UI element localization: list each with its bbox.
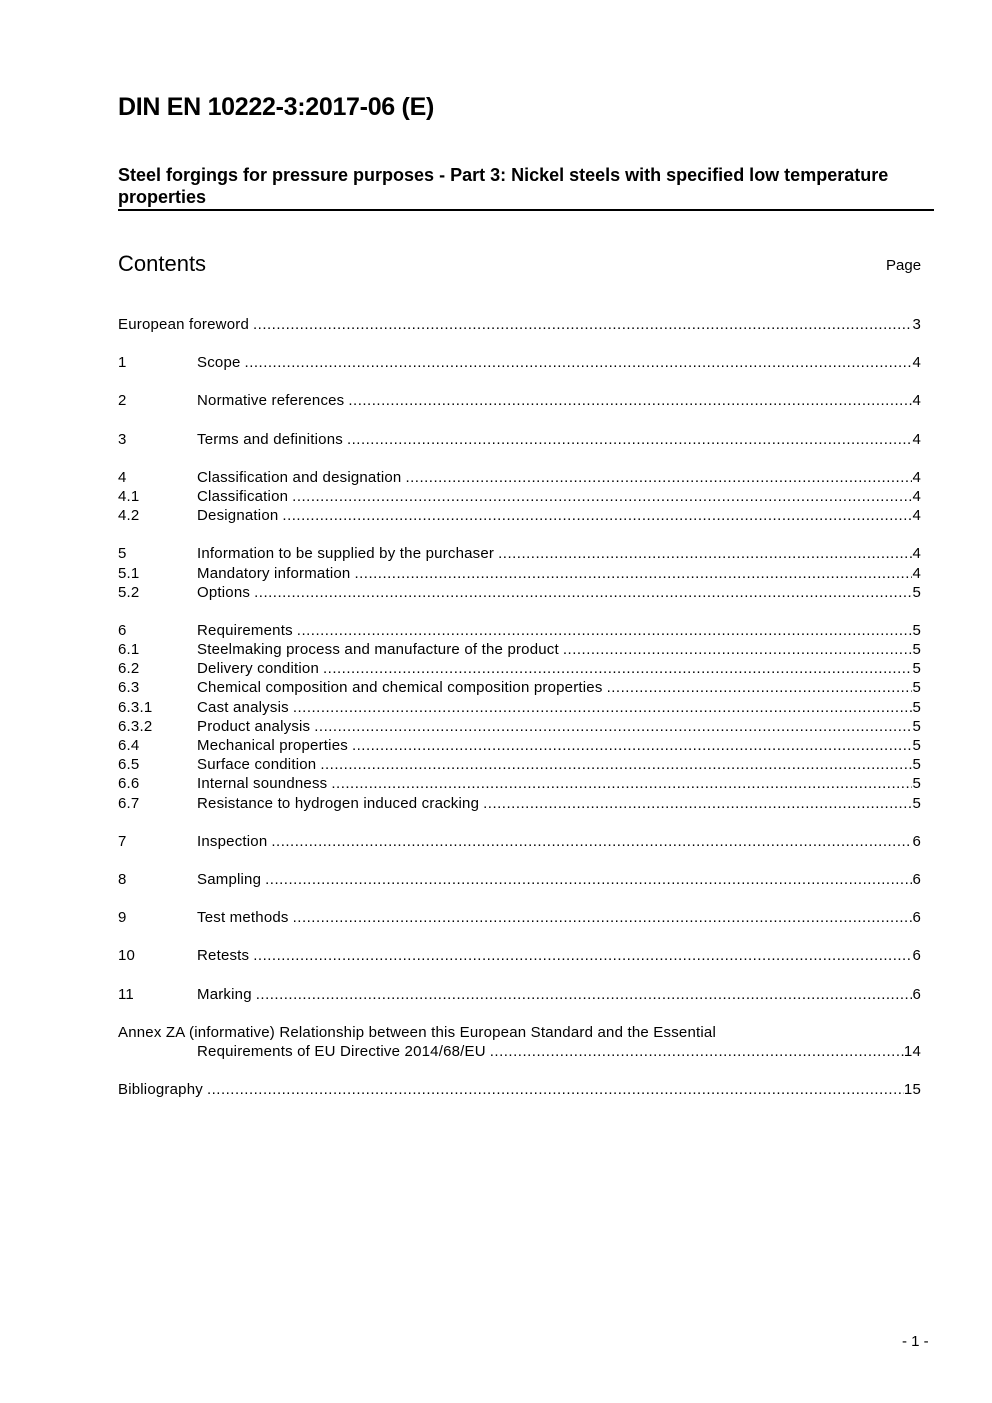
toc-entry-page: 15: [903, 1081, 921, 1099]
leader-dots: [207, 1080, 904, 1099]
leader-dots: [292, 487, 912, 506]
toc-entry-label: Sampling: [197, 870, 262, 888]
leader-dots: [293, 698, 913, 717]
toc-entry-7[interactable]: [118, 832, 921, 851]
toc-entry-10[interactable]: [118, 946, 921, 965]
leader-dots: [245, 353, 913, 372]
toc-entry-page: 4: [912, 507, 921, 525]
toc-entry-label: Requirements: [197, 621, 293, 639]
toc-entry-number: 6.3.2: [118, 717, 153, 735]
toc-entry-8[interactable]: [118, 870, 921, 889]
toc-entry-page: 5: [912, 775, 921, 793]
toc-entry-6-2[interactable]: [118, 659, 921, 678]
toc-entry-4-1[interactable]: [118, 487, 921, 506]
toc-entry-3[interactable]: [118, 430, 921, 449]
leader-dots: [563, 640, 913, 659]
toc-entry-6-5[interactable]: [118, 755, 921, 774]
toc-entry-label: Information to be supplied by the purchaser: [197, 545, 495, 563]
toc-entry-label: Terms and definitions: [197, 430, 343, 448]
leader-dots: [293, 908, 913, 927]
toc-entry-number: 7: [118, 832, 127, 850]
toc-entry-4-2[interactable]: [118, 506, 921, 525]
toc-entry-6[interactable]: [118, 621, 921, 640]
toc-entry-page: 4: [912, 430, 921, 448]
toc-entry-page: 4: [912, 354, 921, 372]
toc-entry-number: 11: [118, 985, 134, 1003]
annex-title-line: Annex ZA (informative) Relationship between this European Standard and the Essential: [118, 1023, 716, 1041]
toc-entry-page: 5: [912, 583, 921, 601]
toc-entry-page: 5: [912, 641, 921, 659]
toc-entry-page: 6: [912, 909, 921, 927]
toc-entry-5-2[interactable]: [118, 583, 921, 602]
toc-entry-page: 6: [912, 947, 921, 965]
leader-dots: [314, 717, 912, 736]
toc-entry-page: 5: [912, 717, 921, 735]
toc-entry-number: 3: [118, 430, 127, 448]
toc-entry-label: Options: [197, 583, 251, 601]
toc-entry-label: Mechanical properties: [197, 737, 348, 754]
toc-entry-page: 4: [912, 564, 921, 582]
toc-entry-6-3-1[interactable]: [118, 698, 921, 717]
document-title: DIN EN 10222-3:2017-06 (E): [118, 93, 434, 121]
toc-entry-number: 1: [118, 354, 127, 372]
toc-entry-number: 5.2: [118, 583, 140, 601]
toc-entry-6-7[interactable]: [118, 794, 921, 813]
toc-entry-6-6[interactable]: [118, 774, 921, 793]
toc-entry-label: Chemical composition and chemical composition properties: [197, 679, 603, 697]
leader-dots: [320, 755, 912, 774]
toc-entry-number: 4.1: [118, 487, 140, 505]
leader-dots: [405, 468, 912, 487]
toc-entry-number: 2: [118, 392, 127, 410]
leader-dots: [498, 544, 912, 563]
toc-entry-label: Resistance to hydrogen induced cracking: [197, 794, 480, 812]
toc-entry-page: 5: [912, 679, 921, 697]
toc-entry-label: Classification: [197, 487, 289, 505]
toc-entry-label: Product analysis: [197, 717, 311, 735]
leader-dots: [282, 506, 912, 525]
toc-entry-1[interactable]: [118, 353, 921, 372]
toc-entry-number: 6.4: [118, 737, 140, 754]
toc-entry-page: 4: [912, 545, 921, 563]
toc-entry-number: 6.5: [118, 756, 140, 774]
toc-entry-label: European foreword: [118, 316, 249, 333]
toc-entry-label: Bibliography: [118, 1081, 203, 1099]
toc-entry-label: Marking: [197, 985, 252, 1003]
leader-dots: [253, 315, 912, 334]
contents-heading: Contents: [118, 251, 207, 276]
toc-entry-number: 6.1: [118, 641, 140, 659]
toc-entry-page: 4: [912, 392, 921, 410]
toc-entry-label: Test methods: [197, 909, 289, 927]
toc-entry-page: 5: [912, 660, 921, 678]
toc-entry-page: 5: [912, 698, 921, 716]
toc-entry-label: Internal soundness: [197, 775, 328, 793]
toc-entry-label: Delivery condition: [197, 660, 319, 678]
toc-entry-page: 14: [903, 1042, 921, 1060]
toc-entry-6-4[interactable]: [118, 736, 921, 755]
page-column-heading: Page: [886, 257, 922, 274]
toc-entry-number: 5: [118, 545, 127, 563]
toc-entry-number: 10: [118, 947, 136, 965]
toc-entry-page: 5: [912, 621, 921, 639]
toc-entry-european-foreword[interactable]: [118, 315, 921, 334]
toc-entry-5[interactable]: [118, 544, 921, 563]
leader-dots: [483, 794, 912, 813]
toc-entry-label: Surface condition: [197, 756, 317, 774]
toc-entry-annex-za[interactable]: [118, 1023, 921, 1061]
leader-dots: [490, 1042, 904, 1061]
toc-entry-page: 5: [912, 737, 921, 754]
toc-entry-number: 9: [118, 909, 127, 927]
toc-entry-bibliography[interactable]: [118, 1080, 921, 1099]
toc-entry-number: 8: [118, 870, 127, 888]
toc-entry-label: Retests: [197, 947, 250, 965]
leader-dots: [323, 659, 912, 678]
leader-dots: [265, 870, 912, 889]
leader-dots: [607, 678, 913, 697]
toc-entry-page: 4: [912, 487, 921, 505]
toc-entry-number: 6.3: [118, 679, 140, 697]
leader-dots: [256, 985, 913, 1004]
toc-entry-label: Mandatory information: [197, 564, 351, 582]
toc-entry-page: 5: [912, 794, 921, 812]
toc-entry-page: 6: [912, 985, 921, 1003]
toc-entry-number: 6.6: [118, 775, 140, 793]
toc-entry-label: Requirements of EU Directive 2014/68/EU: [197, 1042, 486, 1060]
toc-entry-5-1[interactable]: [118, 564, 921, 583]
toc-entry-label: Cast analysis: [197, 698, 289, 716]
table-of-contents: [118, 315, 921, 1099]
page-number: - 1 -: [902, 1333, 929, 1350]
toc-entry-11[interactable]: [118, 985, 921, 1004]
toc-entry-6-3-2[interactable]: [118, 717, 921, 736]
toc-entry-number: 4: [118, 468, 127, 486]
leader-dots: [352, 736, 913, 755]
leader-dots: [253, 946, 912, 965]
toc-entry-label: Steelmaking process and manufacture of the product: [197, 641, 559, 659]
toc-entry-number: 6: [118, 621, 127, 639]
toc-entry-page: 4: [912, 468, 921, 486]
toc-entry-label: Scope: [197, 354, 241, 372]
toc-entry-2[interactable]: [118, 391, 921, 410]
leader-dots: [254, 583, 912, 602]
toc-entry-9[interactable]: [118, 908, 921, 927]
toc-entry-4[interactable]: [118, 468, 921, 487]
toc-entry-number: 4.2: [118, 507, 140, 525]
toc-entry-label: Normative references: [197, 392, 345, 410]
toc-entry-number: 6.7: [118, 794, 140, 812]
toc-entry-label: Classification and designation: [197, 468, 402, 486]
leader-dots: [348, 391, 912, 410]
leader-dots: [297, 621, 913, 640]
toc-entry-number: 5.1: [118, 564, 140, 582]
toc-entry-label: Inspection: [197, 832, 268, 850]
toc-entry-page: 6: [912, 870, 921, 888]
leader-dots: [347, 430, 913, 449]
toc-entry-number: 6.2: [118, 660, 140, 678]
leader-dots: [271, 832, 912, 851]
document-subtitle: Steel forgings for pressure purposes - Part 3: Nickel steels with specified low temperature properties: [118, 164, 934, 211]
leader-dots: [354, 564, 912, 583]
toc-entry-label: Designation: [197, 507, 279, 525]
toc-entry-6-1[interactable]: [118, 640, 921, 659]
toc-entry-page: 5: [912, 756, 921, 774]
leader-dots: [331, 774, 912, 793]
toc-entry-6-3[interactable]: [118, 678, 921, 697]
toc-entry-page: 3: [912, 316, 921, 333]
toc-entry-page: 6: [912, 832, 921, 850]
toc-entry-number: 6.3.1: [118, 698, 153, 716]
